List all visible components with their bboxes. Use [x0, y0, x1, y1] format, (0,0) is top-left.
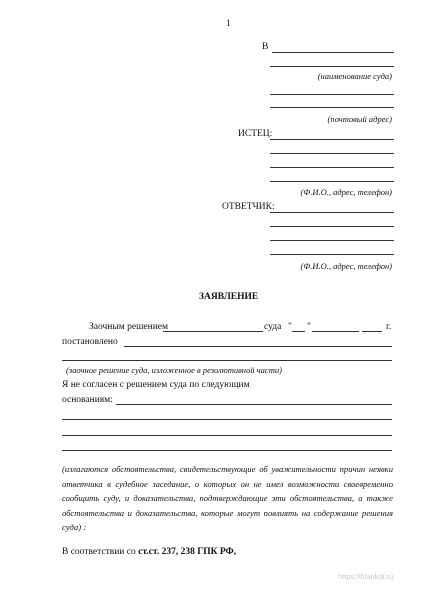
plaintiff-line-4: [270, 181, 394, 182]
date-day-blank: [292, 331, 305, 332]
explanation-paragraph: (излагаются обстоятельства, свидетельствующие об уважительности причин неявки ответчика в судебное заседание, о которых он не имел возможности своевременно сообщить суду, и доказательства, подтверждающие эти обстоятельства, а также обстоятельства и доказательства, которые могут повлиять на содержание решения суда) :: [62, 464, 393, 533]
defendant-line-2: [270, 226, 394, 227]
to-court-label: В: [262, 42, 269, 52]
plaintiff-caption: (Ф.И.О., адрес, телефон): [300, 187, 392, 197]
court-name-line-1: [272, 52, 394, 53]
address-caption: (почтовый адрес): [327, 114, 392, 124]
accordance-prefix: В соответствии со: [62, 547, 139, 557]
plaintiff-line-2: [270, 153, 394, 154]
defendant-line-3: [270, 240, 394, 241]
document-title: ЗАЯВЛЕНИЕ: [199, 292, 259, 302]
accordance-articles: ст.ст. 237, 238 ГПК РФ,: [138, 547, 237, 557]
ruling-caption: (заочное решение суда, изложенное в резолютивной части): [66, 365, 282, 375]
defendant-line-4: [270, 254, 394, 255]
grounds-line-2: [62, 419, 392, 420]
date-open-quote: ": [288, 322, 292, 332]
grounds-line-1: [116, 404, 392, 405]
grounds-label: основаниям:: [62, 395, 113, 405]
ruled-label: постановлено: [62, 337, 118, 347]
date-year-blank: [362, 331, 382, 332]
plaintiff-line-3: [270, 167, 394, 168]
plaintiff-line-1: [270, 139, 394, 140]
ruled-line-2: [62, 360, 392, 361]
page-number: 1: [226, 19, 231, 29]
grounds-line-4: [62, 450, 392, 451]
court-name-caption: (наименование суда): [317, 71, 392, 81]
defendant-caption: (Ф.И.О., адрес, телефон): [300, 261, 392, 271]
defendant-label: ОТВЕТЧИК:: [222, 202, 275, 212]
date-month-blank: [312, 331, 359, 332]
defendant-line-1: [270, 212, 394, 213]
court-word: суда: [264, 322, 282, 332]
address-line-2: [270, 107, 394, 108]
court-name-line-2: [270, 66, 394, 67]
grounds-line-3: [62, 435, 392, 436]
year-suffix: г.: [386, 322, 392, 332]
accordance-line: [62, 547, 236, 557]
watermark: https://blankof.ru: [338, 572, 394, 581]
plaintiff-label: ИСТЕЦ:: [238, 129, 273, 139]
address-line-1: [270, 94, 394, 95]
court-blank: [163, 331, 263, 332]
ruled-line-1: [124, 346, 392, 347]
decision-prefix: Заочным решением: [89, 322, 169, 332]
date-close-quote: ": [307, 322, 311, 332]
disagree-statement: Я не согласен с решением суда по следующим: [62, 380, 250, 390]
